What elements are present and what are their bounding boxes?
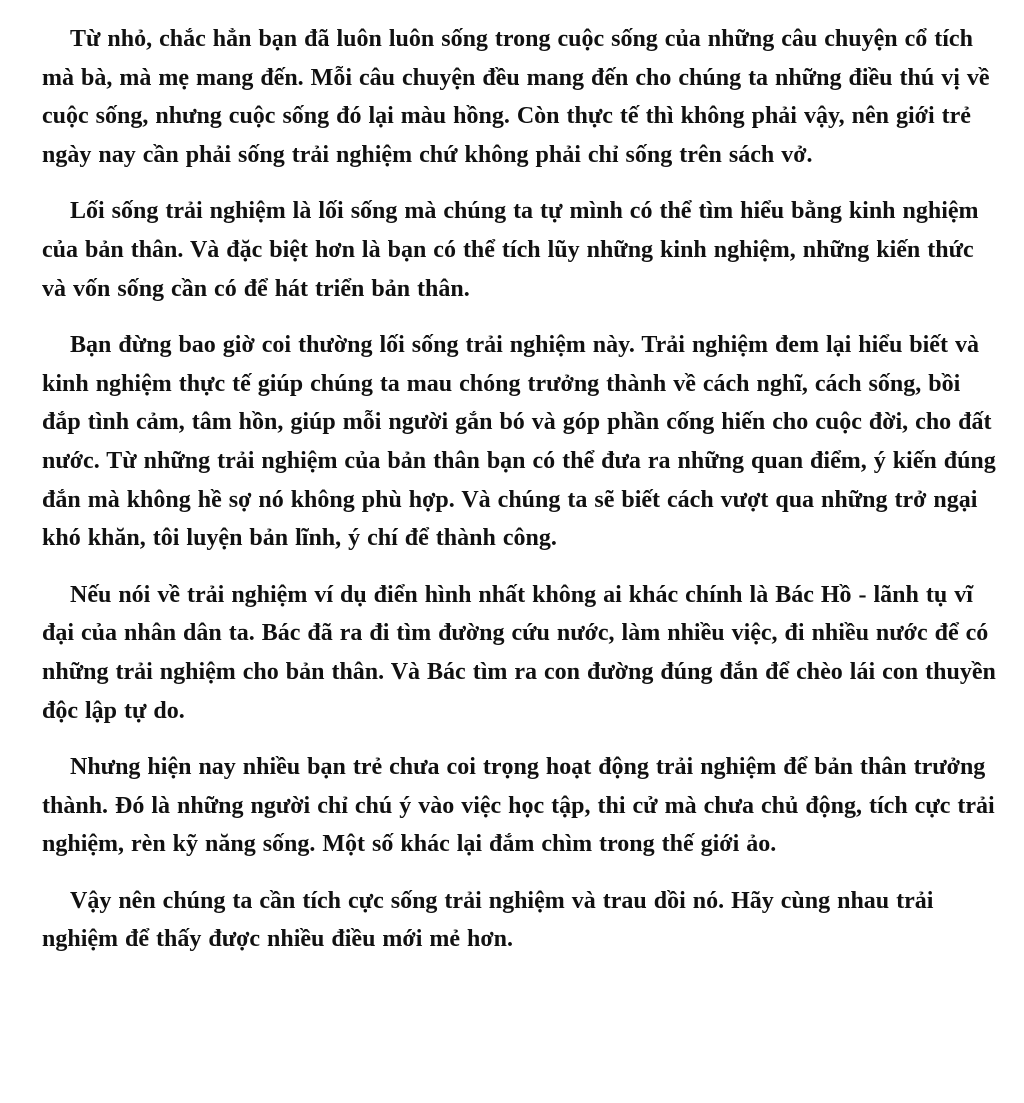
paragraph-5: Nhưng hiện nay nhiều bạn trẻ chưa coi trọng hoạt động trải nghiệm để bản thân trưởng thành. Đó là những người chỉ chú ý vào việc học tập, thi cử mà chưa chủ động, tích cực trải nghiệm, rèn kỹ năng sống. Một số khác lại đắm chìm trong thế giới ảo. xyxy=(42,754,995,858)
paragraph-4: Nếu nói về trải nghiệm ví dụ điển hình nhất không ai khác chính là Bác Hồ - lãnh tụ vĩ đại của nhân dân ta. Bác đã ra đi tìm đường cứu nước, làm nhiều việc, đi nhiều nước để có những trải nghiệm cho bản thân. Và Bác tìm ra con đường đúng đắn để chèo lái con thuyền độc lập tự do. xyxy=(42,581,996,724)
paragraph-6: Vậy nên chúng ta cần tích cực sống trải nghiệm và trau dồi nó. Hãy cùng nhau trải nghiệm để thấy được nhiều điều mới mẻ hơn. xyxy=(42,887,934,953)
paragraph-1: Từ nhỏ, chắc hẳn bạn đã luôn luôn sống trong cuộc sống của những câu chuyện cổ tích mà bà, mà mẹ mang đến. Mỗi câu chuyện đều mang đến cho chúng ta những điều thú vị về cuộc sống, nhưng cuộc sống đó lại màu hồng. Còn thực tế thì không phải vậy, nên giới trẻ ngày nay cần phải sống trải nghiệm chứ không phải chỉ sống trên sách vở. xyxy=(42,26,990,168)
paragraph-3: Bạn đừng bao giờ coi thường lối sống trải nghiệm này. Trải nghiệm đem lại hiểu biết và kinh nghiệm thực tế giúp chúng ta mau chóng trưởng thành về cách nghĩ, cách sống, bồi đắp tình cảm, tâm hồn, giúp mỗi người gắn bó và góp phần cống hiến cho cuộc đời, cho đất nước. Từ những trải nghiệm của bản thân bạn có thể đưa ra những quan điểm, ý kiến đúng đắn mà không hề sợ nó không phù hợp. Và chúng ta sẽ biết cách vượt qua những trở ngại khó khăn, tôi luyện bản lĩnh, ý chí để thành công. xyxy=(42,332,996,552)
paragraph-2: Lối sống trải nghiệm là lối sống mà chúng ta tự mình có thể tìm hiểu bằng kinh nghiệm của bản thân. Và đặc biệt hơn là bạn có thể tích lũy những kinh nghiệm, những kiến thức và vốn sống cần có để hát triển bản thân. xyxy=(42,198,979,302)
